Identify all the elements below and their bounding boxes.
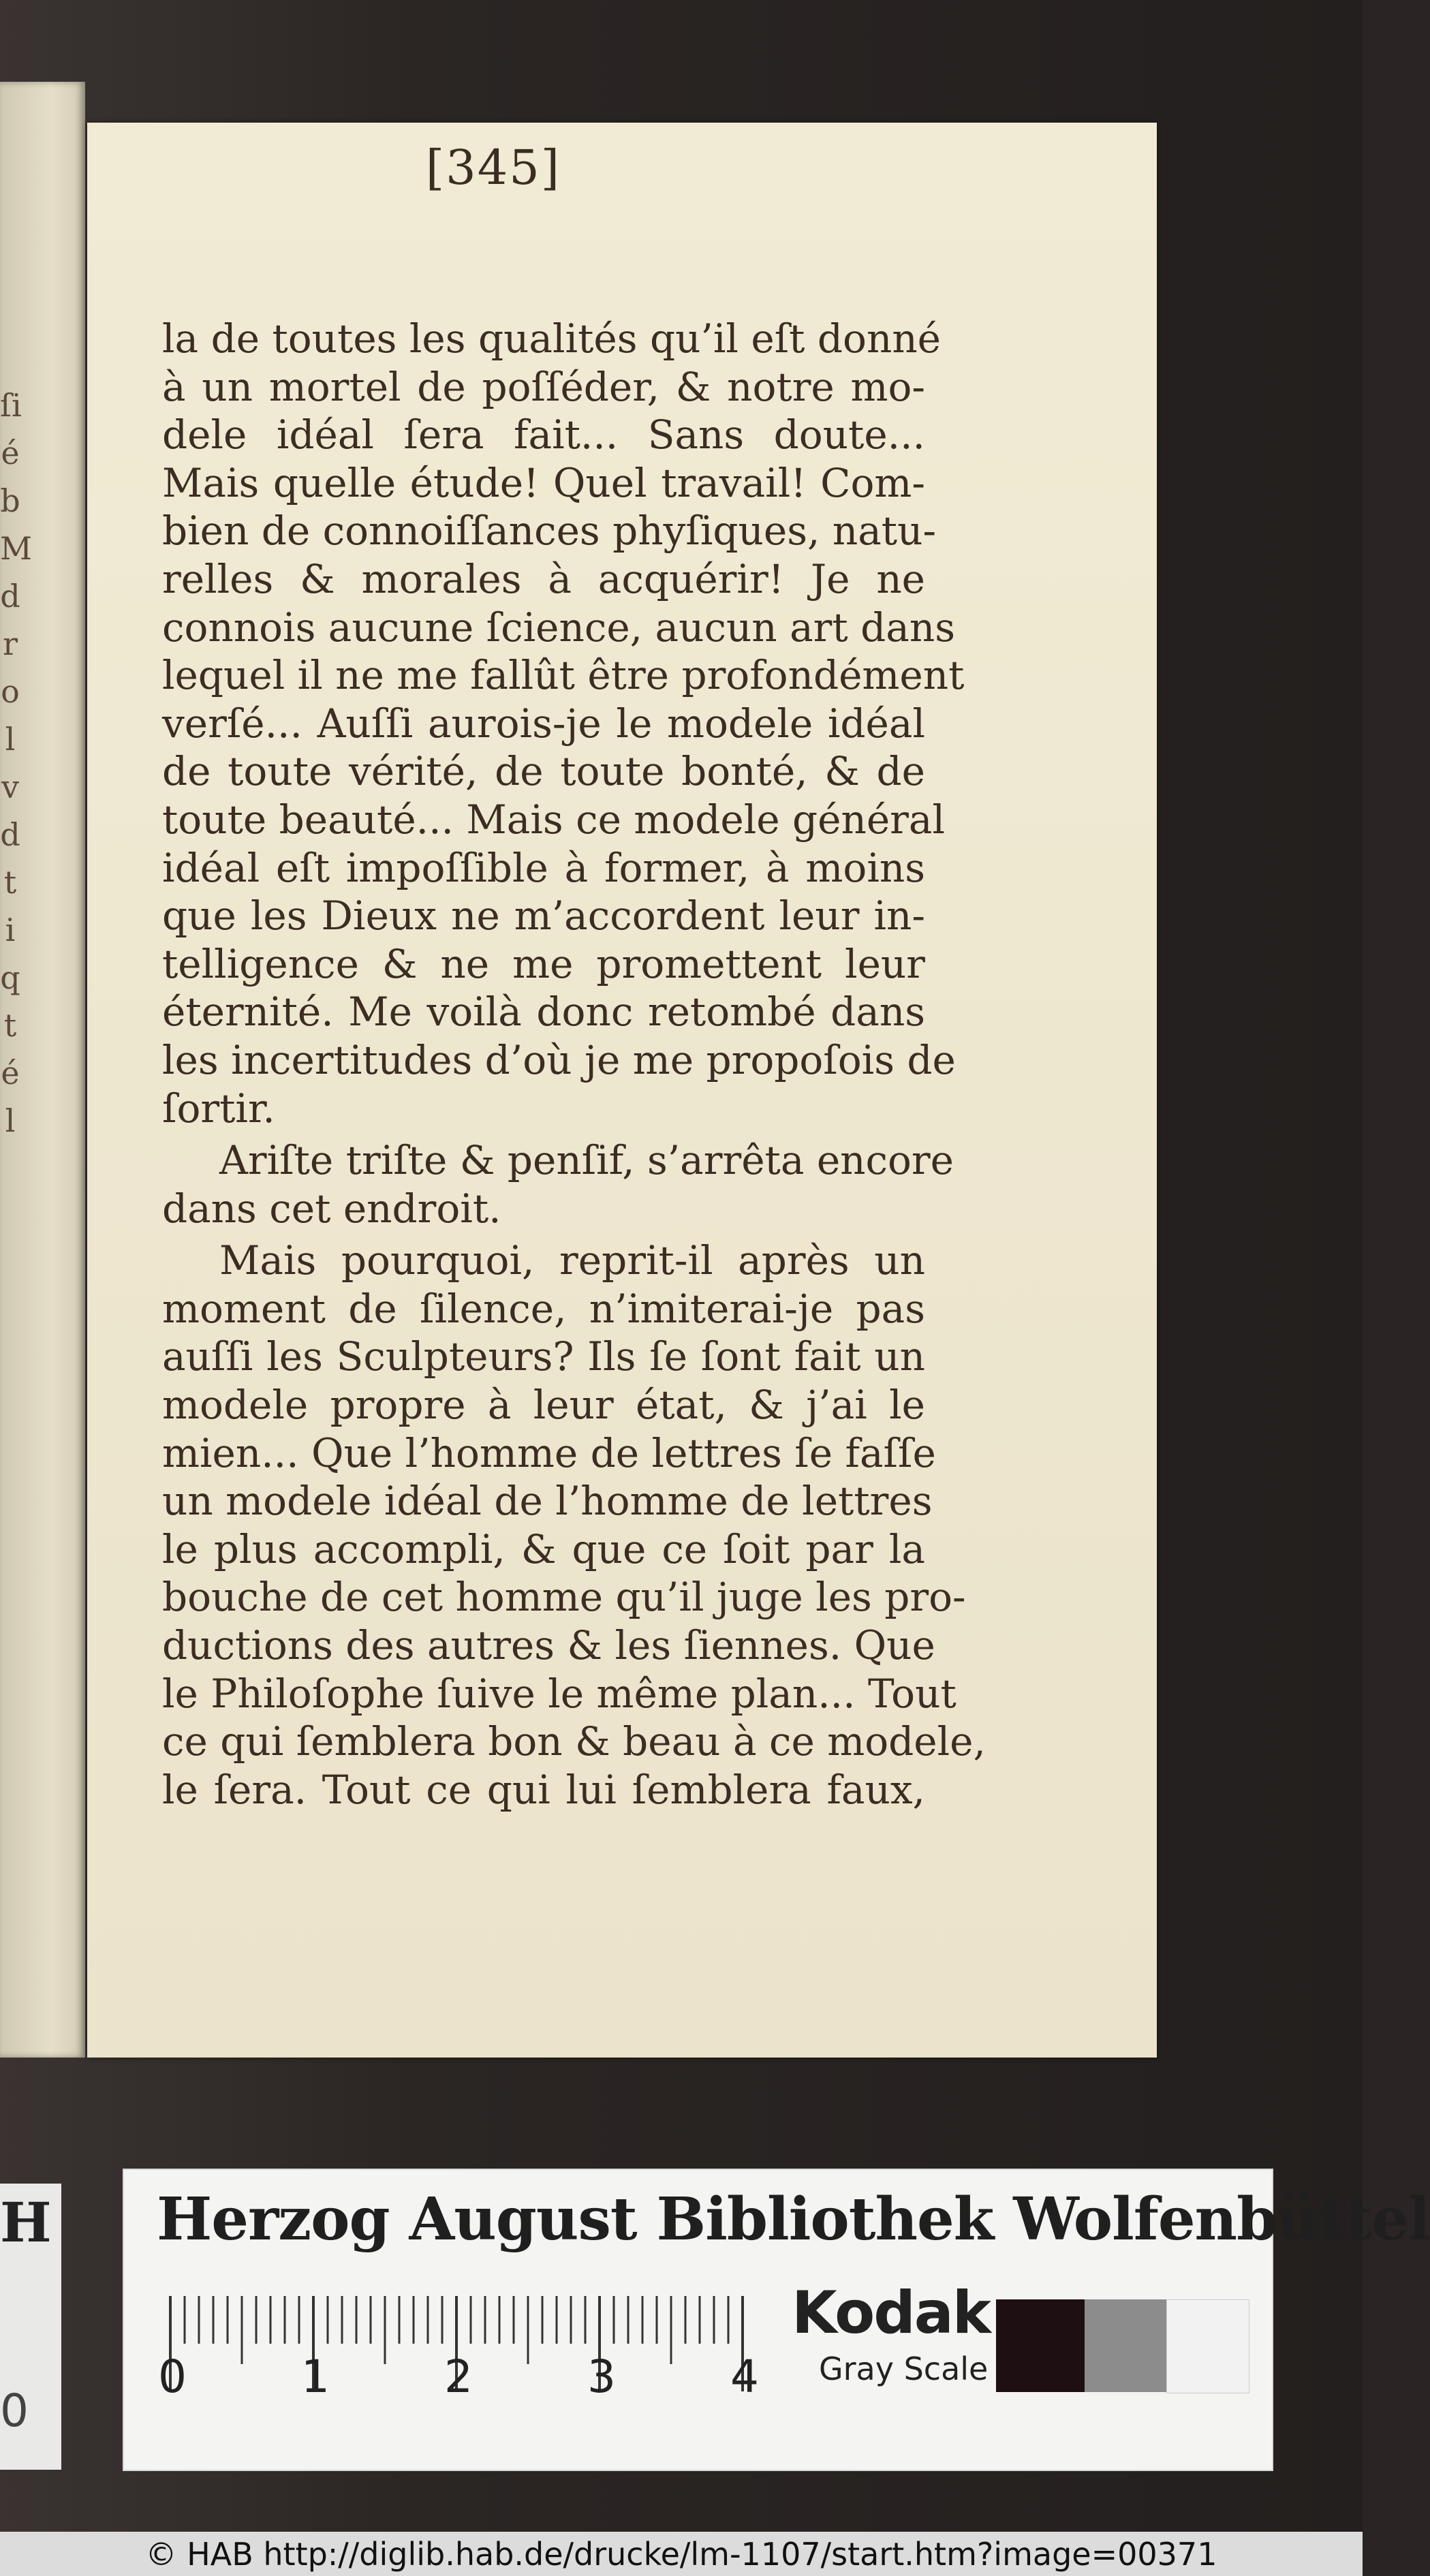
facing-page-fragment: ſi	[0, 387, 22, 424]
facing-page-fragment: i	[5, 912, 16, 948]
text-line: à un mortel de poſſéder, & notre mo-	[162, 363, 925, 410]
facing-page-fragment: o	[1, 673, 20, 710]
gray-scale-label: Gray Scale	[819, 2350, 989, 2387]
facing-page-fragment: t	[3, 1007, 17, 1044]
facing-page-edge	[0, 82, 85, 2058]
left-target-letter: H	[0, 2190, 52, 2254]
facing-page-fragment: é	[1, 1055, 20, 1091]
facing-page-fragment: l	[5, 1102, 16, 1139]
facing-page-fragment: r	[3, 625, 18, 662]
ruler-number: 4	[730, 2350, 759, 2403]
ruler-number: 2	[444, 2350, 473, 2403]
text-line: un modele idéal de l’homme de lettres	[162, 1478, 933, 1525]
text-line: dele idéal ſera fait... Sans doute...	[162, 412, 925, 459]
facing-page-fragment: v	[1, 769, 19, 805]
text-line: Ariſte triſte & penſif, s’arrêta encore	[219, 1137, 954, 1184]
text-line: bien de connoiſſances phyſiques, natu-	[162, 508, 937, 555]
text-line: les incertitudes d’où je me propoſois de	[162, 1036, 956, 1083]
text-line: toute beauté... Mais ce modele général	[162, 796, 946, 843]
page-number: [345]	[425, 140, 561, 196]
text-line: Mais quelle étude! Quel travail! Com-	[162, 459, 925, 506]
text-line: idéal eſt impoſſible à former, à moins	[162, 844, 925, 891]
facing-page-fragment: t	[3, 864, 17, 901]
facing-page-text-fragments	[0, 382, 33, 1472]
text-line: mien... Que l’homme de lettres ſe faſſe	[162, 1429, 936, 1476]
text-line: éternité. Me voilà donc retombé dans	[162, 989, 925, 1036]
text-line: le ſera. Tout ce qui lui ſemblera faux,	[162, 1766, 925, 1813]
text-line: moment de ſilence, n’imiterai-je pas	[162, 1285, 925, 1332]
text-line: que les Dieux ne m’accordent leur in-	[162, 893, 925, 940]
text-line: le plus accompli, & que ce ſoit par la	[162, 1525, 925, 1572]
text-line: relles & morales à acquérir! Je ne	[162, 555, 925, 602]
facing-page-fragment: d	[0, 816, 20, 853]
text-line: ductions des autres & les ſiennes. Que	[162, 1622, 935, 1669]
kodak-logo: Kodak	[792, 2279, 990, 2347]
text-line: dans cet endroit.	[162, 1185, 501, 1232]
text-line: Mais pourquoi, reprit-il après un	[219, 1237, 925, 1284]
library-name: Herzog August Bibliothek Wolfenbüttel	[157, 2185, 1430, 2254]
black-swatch	[996, 2299, 1085, 2392]
text-line: auſſi les Sculpteurs? Ils ſe ſont fait un	[162, 1333, 925, 1380]
facing-page-fragment: M	[0, 530, 33, 567]
text-line: la de toutes les qualités qu’il eſt donné	[162, 315, 942, 362]
text-line: lequel il ne me fallût être profondément	[162, 652, 965, 699]
facing-page-fragment: é	[1, 435, 20, 471]
ruler-number: 0	[158, 2350, 187, 2403]
text-line: ſortir.	[162, 1085, 275, 1132]
gray-swatch	[1085, 2299, 1166, 2392]
text-line: bouche de cet homme qu’il juge les pro-	[162, 1574, 966, 1621]
ruler-number: 3	[587, 2350, 616, 2403]
text-line: de toute vérité, de toute bonté, & de	[162, 748, 925, 795]
facing-page-fragment: q	[0, 959, 20, 996]
ruler-number: 1	[301, 2350, 330, 2403]
color-calibration-target	[123, 2169, 1430, 2471]
facing-page-fragment: l	[5, 721, 16, 758]
white-swatch	[1166, 2299, 1249, 2393]
text-line: verſé... Auſſi aurois-je le modele idéal	[162, 700, 925, 747]
left-target-number: 0	[0, 2385, 29, 2437]
text-line: le Philoſophe ſuive le même plan... Tout	[162, 1670, 957, 1717]
text-line: telligence & ne me promettent leur	[162, 940, 925, 987]
footer-copyright-url: © HAB http://diglib.hab.de/drucke/lm-1107/start.htm?image=00371	[145, 2536, 1217, 2573]
page-body-text	[162, 315, 986, 1814]
text-line: modele propre à leur état, & j’ai le	[162, 1382, 925, 1429]
facing-page-fragment: d	[0, 578, 20, 615]
facing-page-fragment: b	[0, 482, 20, 519]
text-line: connois aucune ſcience, aucun art dans	[162, 604, 955, 651]
text-line: ce qui ſemblera bon & beau à ce modele,	[162, 1718, 986, 1765]
